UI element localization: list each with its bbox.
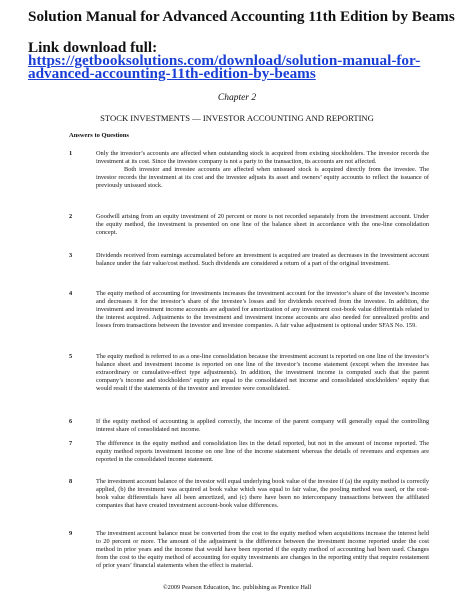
- download-link[interactable]: https://getbooksolutions.com/download/solution-manual-for-advanced-accounting-11th-edition-by-beams: [28, 52, 421, 82]
- answer-paragraph: Dividends received from earnings accumulated before an investment is acquired are treated as decreases in the investment account balance under the fair value/cost method. Such dividends are considered a return of a part of the original investment.: [96, 252, 429, 267]
- question-number: 3: [69, 252, 73, 259]
- document-title: Solution Manual for Advanced Accounting 11th Edition by Beams: [28, 8, 455, 25]
- question-answer: [96, 290, 429, 330]
- question-answer: [96, 440, 429, 464]
- chapter-heading: STOCK INVESTMENTS — INVESTOR ACCOUNTING AND REPORTING: [100, 113, 374, 123]
- answer-paragraph: Only the investor’s accounts are affected when outstanding stock is acquired from existing stockholders. The investor records the investment at its cost. Since the investee company is not a party to the transaction, its accounts are not affected.: [96, 150, 429, 165]
- answer-paragraph: Goodwill arising from an equity investment of 20 percent or more is not recorded separately from the investment account. Under the equity method, the investment is presented on one line of the balance sheet in accordance with the one-line consolidation concept.: [96, 213, 429, 236]
- question-number: 4: [69, 290, 73, 297]
- answer-paragraph: The equity method is referred to as a one-line consolidation because the investment account is reported on one line of the investor’s balance sheet and investment income is reported on one line of the investor’s income statement (except when the investee has extraordinary or cumulative-effect type adjustments). In addition, the investment income is computed such that the parent company’s income and stockholders’ equity are equal to the consolidated net income and consolidated stockholders’ equity that would result if the statements of the investor and investee were consolidated.: [96, 353, 429, 392]
- chapter-label: Chapter 2: [217, 93, 257, 103]
- question-answer: [96, 213, 429, 237]
- answer-paragraph: The difference in the equity method and consolidation lies in the detail reported, but not in the amount of income reported. The equity method reports investment income on one line of the income statement whereas the details of revenues and expenses are reported in the consolidated income statement.: [96, 440, 429, 463]
- question-number: 9: [69, 530, 73, 537]
- page-footer: ©2009 Pearson Education, Inc. publishing as Prentice Hall: [162, 584, 312, 591]
- question-answer: [96, 478, 429, 510]
- answer-paragraph: The investment account balance of the investor will equal underlying book value of the investee if (a) the equity method is correctly applied, (b) the investment was acquired at book value which was equal to fair value, the pooling method was used, or the cost-book value differentials have all been amortized, and (c) there have been no intercompany transactions between the affiliated companies that have created investment account-book value differences.: [96, 478, 429, 509]
- question-number: 2: [69, 213, 73, 220]
- link-label: Link download full:: [28, 39, 158, 56]
- answer-paragraph: The investment account balance must be converted from the cost to the equity method when acquisitions increase the interest held to 20 percent or more. The amount of the adjustment is the difference between the investment income reported under the cost method in prior years and the income that would have been reported if the equity method of accounting had been used. Changes from the cost to the equity method of accounting for equity investments are changes in the reporting entity that require restatement of prior years’ financial statements when the effect is material.: [96, 530, 429, 569]
- question-number: 8: [69, 478, 73, 485]
- question-answer: [96, 252, 429, 268]
- question-answer: [96, 150, 429, 190]
- question-answer: [96, 530, 429, 570]
- question-answer: [96, 353, 429, 393]
- question-number: 6: [69, 418, 73, 425]
- answers-heading: Answers to Questions: [69, 132, 129, 139]
- answer-paragraph: Both investor and investee accounts are affected when unissued stock is acquired directly from the investee. The investor records the investment at its cost and the investee adjusts its asset and owners’ equity accounts to reflect the issuance of previously unissued stock.: [96, 165, 429, 189]
- question-answer: [96, 418, 429, 434]
- download-link-line: [28, 41, 458, 80]
- answer-paragraph: If the equity method of accounting is applied correctly, the income of the parent company will generally equal the controlling interest share of consolidated net income.: [96, 418, 429, 433]
- answer-paragraph: The equity method of accounting for investments increases the investment account for the investor’s share of the investee’s income and decreases it for the investor’s share of the investee’s losses and for dividends received from the investee. In addition, the investment and investment income accounts are adjusted for amortization of any investment cost-book value differentials related to the interest acquired. Adjustments to the investment and investment income accounts are also needed for unrealized profits and losses from transactions between the investor and investee companies. A fair value adjustment is optional under SFAS No. 159.: [96, 290, 429, 329]
- question-number: 5: [69, 353, 73, 360]
- question-number: 7: [69, 440, 73, 447]
- question-number: 1: [69, 150, 73, 157]
